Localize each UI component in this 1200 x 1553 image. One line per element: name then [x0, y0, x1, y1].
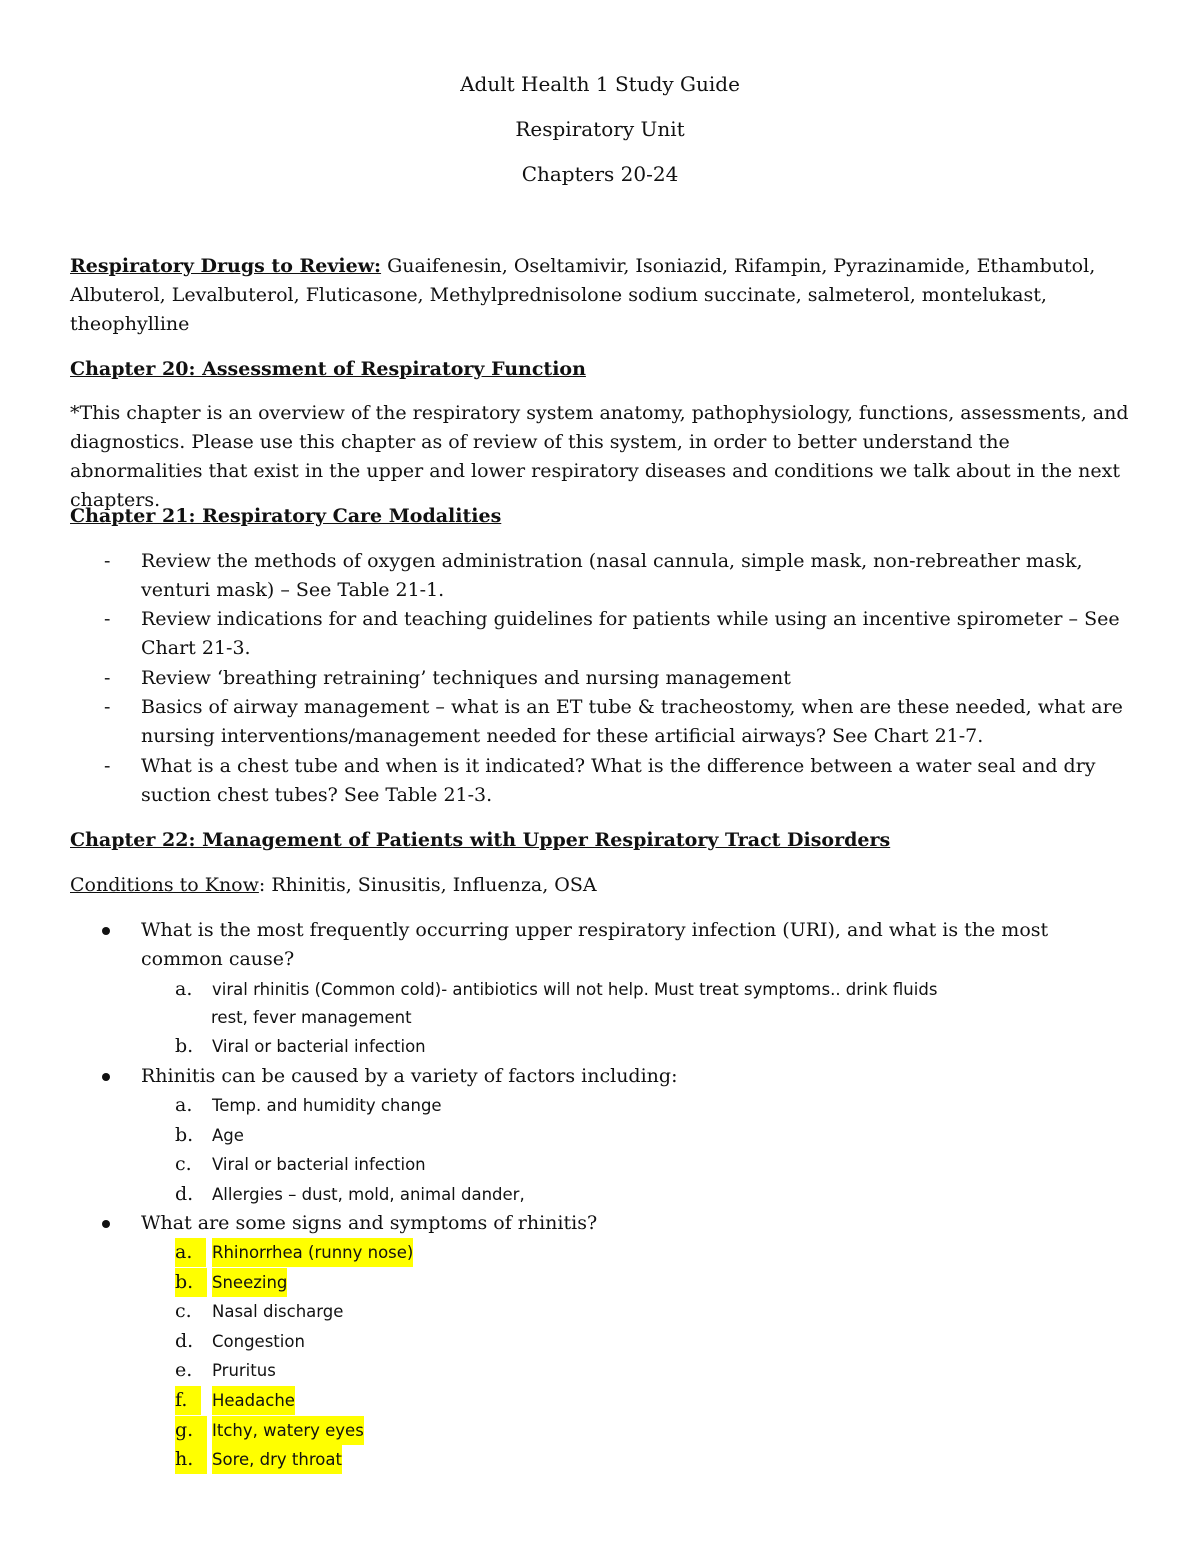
- dash-marker: -: [104, 755, 111, 777]
- dash-marker: -: [104, 696, 111, 718]
- question-text: What are some signs and symptoms of rhinitis?: [141, 1212, 598, 1234]
- answer-letter: d.: [175, 1329, 194, 1352]
- answer-letter: b.: [175, 1123, 194, 1146]
- answer-letter: c.: [175, 1300, 192, 1323]
- dash-marker: -: [104, 667, 111, 689]
- conditions-line: [70, 871, 1130, 900]
- answer-text: Sneezing: [212, 1268, 287, 1297]
- answer-letter: b.: [175, 1268, 207, 1297]
- answer-letter: h.: [175, 1445, 207, 1474]
- answer-letter: c.: [175, 1153, 192, 1175]
- bullet-icon: [102, 1220, 110, 1228]
- answer-letter: a.: [175, 1094, 193, 1116]
- ch20-paragraph: *This chapter is an overview of the respiratory system anatomy, pathophysiology, functions, assessments, and diagnostics. Please use this chapter as of review of this system, in order to better understand the abnormalities that exist in the upper and lower respiratory diseases and conditions we talk about in the next chapters.: [70, 402, 1129, 511]
- dash-marker: -: [104, 550, 111, 572]
- answer-letter: b.: [175, 1035, 194, 1057]
- doc-title: Adult Health 1 Study Guide: [460, 72, 740, 96]
- answer-text: Temp. and humidity change: [212, 1096, 442, 1115]
- list-item-text: Review the methods of oxygen administration (nasal cannula, simple mask, non-rebreather mask, venturi mask) – See Table 21-1.: [141, 550, 1083, 601]
- drugs-list: Guaifenesin, Oseltamivir, Isoniazid, Rifampin, Pyrazinamide, Ethambutol, Albuterol, Levalbuterol, Fluticasone, Methylprednisolone sodium succinate, salmeterol, montelukast, theophylline: [70, 255, 1096, 335]
- answer-text: Rhinorrhea (runny nose): [212, 1238, 413, 1267]
- bullet-icon: [102, 1073, 110, 1081]
- list-item-text: Basics of airway management – what is an ET tube & tracheostomy, when are these needed, what are nursing interventions/management needed for these artificial airways? See Chart 21-7.: [141, 696, 1123, 747]
- answer-text: Pruritus: [212, 1361, 276, 1381]
- answer-letter: f.: [175, 1386, 201, 1415]
- drugs-paragraph: [70, 252, 1130, 339]
- question-text: What is the most frequently occurring upper respiratory infection (URI), and what is the most common cause?: [141, 919, 1049, 970]
- ch22-heading: Chapter 22: Management of Patients with Upper Respiratory Tract Disorders: [70, 829, 891, 851]
- answer-text: Viral or bacterial infection: [212, 1037, 426, 1056]
- doc-subtitle: Respiratory Unit: [515, 117, 685, 141]
- list-item-text: Review ‘breathing retraining’ techniques and nursing management: [141, 667, 791, 689]
- answer-letter: g.: [175, 1416, 207, 1445]
- dash-marker: -: [104, 608, 111, 630]
- list-item-text: Review indications for and teaching guidelines for patients while using an incentive spirometer – See Chart 21-3.: [141, 608, 1120, 659]
- answer-text: viral rhinitis (Common cold)- antibiotics will not help. Must treat symptoms.. drink fluids: [212, 980, 938, 999]
- answer-text: Itchy, watery eyes: [212, 1416, 364, 1445]
- drugs-label: Respiratory Drugs to Review:: [70, 255, 382, 277]
- answer-letter: a.: [175, 1238, 206, 1267]
- answer-text: Headache: [212, 1386, 295, 1415]
- ch21-heading: Chapter 21: Respiratory Care Modalities: [70, 505, 502, 527]
- answer-text: Viral or bacterial infection: [212, 1155, 426, 1174]
- answer-letter: d.: [175, 1182, 194, 1205]
- answer-letter: a.: [175, 978, 193, 1000]
- list-item-text: What is a chest tube and when is it indicated? What is the difference between a water seal and dry suction chest tubes? See Table 21-3.: [141, 755, 1096, 806]
- answer-text: Congestion: [212, 1331, 305, 1351]
- answer-continuation: rest, fever management: [211, 1008, 412, 1027]
- ch20-heading: Chapter 20: Assessment of Respiratory Function: [70, 358, 586, 380]
- conditions-label: Conditions to Know: [70, 874, 259, 896]
- question-text: Rhinitis can be caused by a variety of factors including:: [141, 1065, 678, 1087]
- answer-text: Age: [212, 1125, 244, 1145]
- answer-letter: e.: [175, 1359, 193, 1382]
- conditions-text: : Rhinitis, Sinusitis, Influenza, OSA: [258, 874, 597, 896]
- answer-text: Allergies – dust, mold, animal dander,: [212, 1184, 525, 1204]
- answer-text: Sore, dry throat: [212, 1445, 342, 1474]
- doc-chapters: Chapters 20-24: [521, 162, 679, 186]
- answer-text: Nasal discharge: [212, 1302, 344, 1322]
- bullet-icon: [102, 927, 110, 935]
